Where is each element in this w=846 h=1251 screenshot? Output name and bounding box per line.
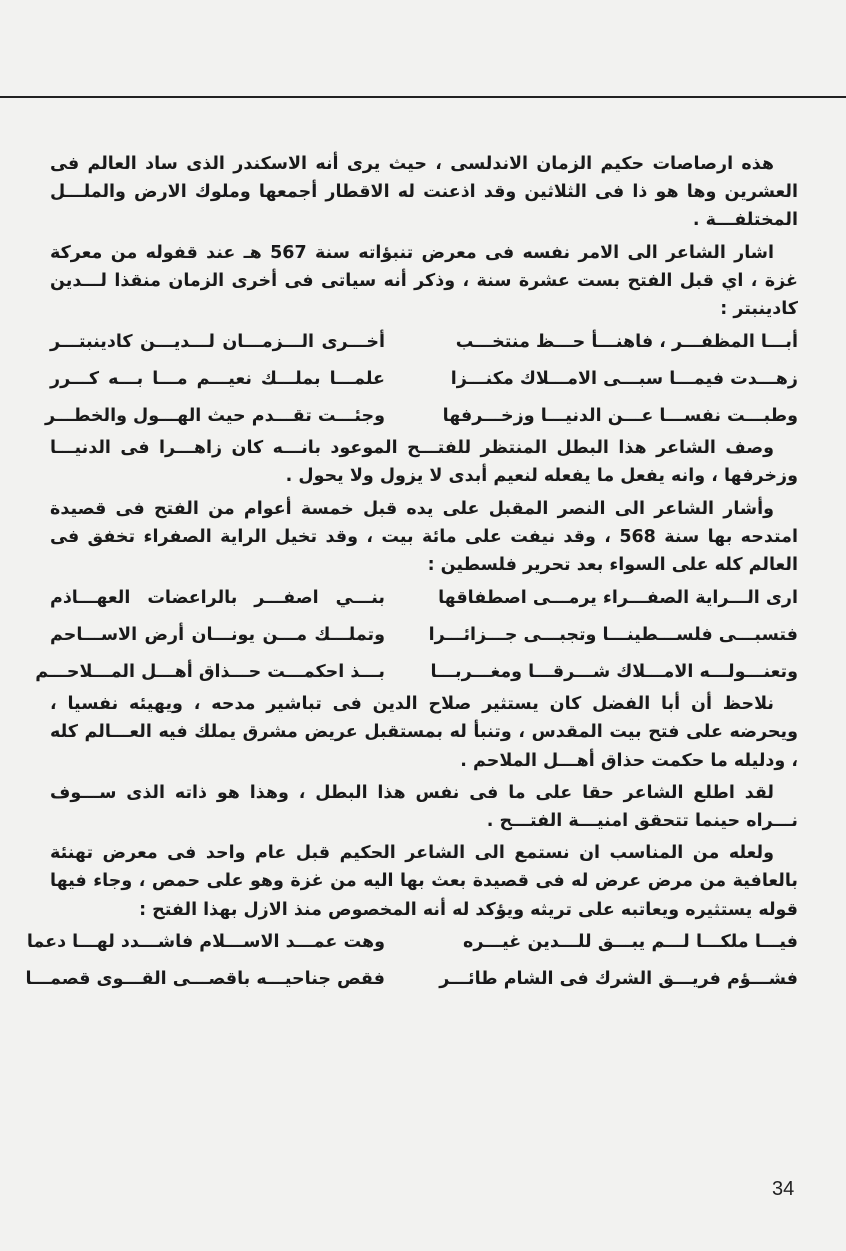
second-hemistich: بنـــي اصفـــر بالراعضات العهـــاذم [50,587,385,608]
poem-block [25,924,798,998]
second-hemistich: أخـــرى الـــزمـــان لـــديـــن كادينبتـــر [50,331,385,352]
page-body [25,150,798,998]
second-hemistich: وجئـــت تقـــدم حيث الهـــول والخطـــر [45,405,385,426]
verse-line [50,616,798,653]
verse-line [50,360,798,397]
first-hemistich: زهـــدت فيمـــا سبـــى الامـــلاك مكنـــزا [450,368,798,389]
verse-line [50,323,798,360]
first-hemistich: فشـــؤم فريـــق الشرك فى الشام طائـــر [439,969,798,990]
second-hemistich: بـــذ احكمـــت حـــذاق أهـــل المـــلاحـــم [35,661,385,682]
first-hemistich: فتسبـــى فلســـطينـــا وتجبـــى جـــزائـــرا [428,624,798,645]
verse-line [50,579,798,616]
paragraph: وأشار الشاعر الى النصر المقبل على يده قبل خمسة أعوام من الفتح فى قصيدة امتدحه بها سنة 568 ، وقد نيفت على مائة بيت ، وقد تخيل الراية الصفراء تخفق فى العالم كله على السواء بعد تحرير فلسطين : [50,498,798,576]
first-hemistich: وطبـــت نفســـا عـــن الدنيـــا وزخـــرفها [442,405,798,426]
header-rule [0,96,846,98]
first-hemistich: ارى الـــراية الصفـــراء يرمـــى اصطفاقها [438,587,798,608]
paragraph: هذه ارصاصات حكيم الزمان الاندلسى ، حيث يرى أنه الاسكندر الذى ساد العالم فى العشرين وها هو ذا فى الثلاثين وقد اذعنت له الاقطار أجمعها وملوك الارض والملـــل المختلفـــة . [50,154,798,231]
paragraph: نلاحظ أن أبا الفضل كان يستثير صلاح الدين فى تباشير مدحه ، ويهيئه نفسيا ، ويحرضه على فتح بيت المقدس ، وتنبأ له بمستقبل عريض مشرق يملك فيه العـــالم كله ، ودليله ما حكمت حذاق أهـــل الملاحم . [50,694,798,771]
paragraph: اشار الشاعر الى الامر نفسه فى معرض تنبؤاته سنة 567 هـ عند قفوله من معركة غزة ، اي قبل الفتح بست عشرة سنة ، وذكر أنه سياتى فى أخرى الزمان منقذا لـــدين كادينبتر : [50,242,798,320]
verse-line [45,397,798,434]
second-hemistich: وهت عمـــد الاســـلام فاشـــدد لهـــا دعما [26,932,385,953]
first-hemistich: فيـــا ملكـــا لـــم يبـــق للـــدين غيـــره [463,932,798,953]
first-hemistich: وتعنـــولـــه الامـــلاك شـــرقـــا ومغـــربـــا [430,661,798,682]
second-hemistich: وتملـــك مـــن يونـــان أرض الاســـاحم [50,624,385,645]
verse-line [25,961,798,998]
first-hemistich: أبـــا المظفـــر ، فاهنـــأ حـــظ منتخـــب [455,331,798,352]
second-hemistich: فقص جناحيـــه باقصـــى القـــوى قصمـــا [25,969,385,990]
page-number: 34 [772,1178,795,1200]
poem-block [35,579,798,690]
verse-line [26,924,798,961]
paragraph: وصف الشاعر هذا البطل المنتظر للفتـــح الموعود بانـــه كان زاهـــرا فى الدنيـــا وزخرفها ، وانه يفعل ما يفعله لنعيم أبدى لا يزول ولا يحول . [50,438,798,487]
verse-line [35,653,798,690]
paragraph: ولعله من المناسب ان نستمع الى الشاعر الحكيم قبل عام واحد فى معرض تهنئة بالعافية من مرض عرض له فى قصيدة بعث بها اليه من غزة وهو على حمص ، وجاء فيها قوله يستثيره ويعاتبه على تريثه ويؤكد له أنه المخصوص منذ الازل بهذا الفتح : [50,843,798,920]
poem-block [45,323,798,434]
second-hemistich: علمـــا بملـــك نعيـــم مـــا بـــه كـــرر [50,368,385,389]
paragraph: لقد اطلع الشاعر حقا على ما فى نفس هذا البطل ، وهذا هو ذاته الذى ســـوف نـــراه حينما تتحقق امنيـــة الفتـــح . [50,782,798,832]
